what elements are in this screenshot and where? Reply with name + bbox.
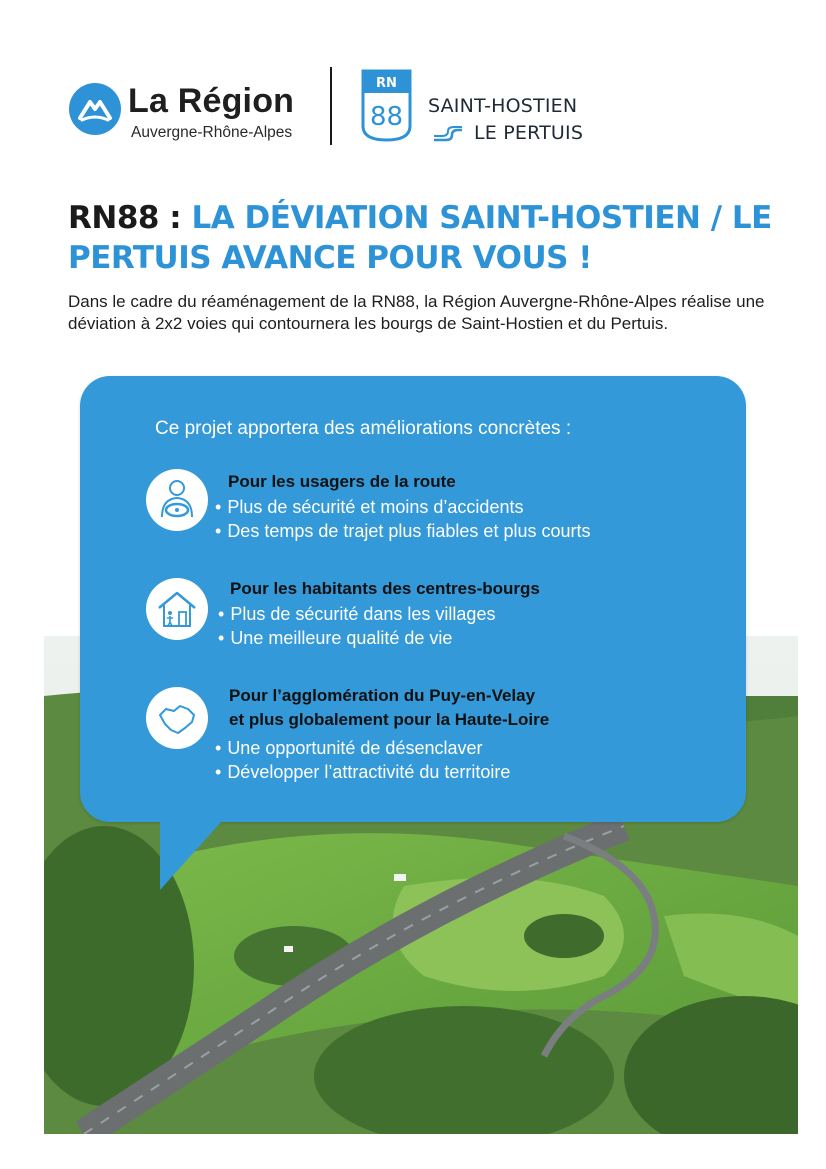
house-pedestrian-icon xyxy=(146,578,208,640)
rn88-road-sign-icon xyxy=(360,68,413,143)
item-title-road-users: Pour les usagers de la route xyxy=(228,472,456,491)
page-title xyxy=(68,198,788,278)
title-prefix: RN88 : xyxy=(68,200,192,236)
badge-number-text: 88 xyxy=(369,102,404,132)
bullet-safety-accidents: • Plus de sécurité et moins d’accidents xyxy=(215,497,523,518)
bullet-travel-time: • Des temps de trajet plus fiables et plus courts xyxy=(215,521,591,542)
bullet-attractiveness: • Développer l’attractivité du territoire xyxy=(215,762,510,783)
badge-top-text: RN xyxy=(376,76,397,91)
road-curve-icon xyxy=(432,125,464,143)
region-logo-icon xyxy=(68,82,122,136)
item-title-agglomeration-line1: Pour l’agglomération du Puy-en-Velay xyxy=(229,686,536,705)
bullet-quality-of-life: • Une meilleure qualité de vie xyxy=(218,628,452,649)
header-divider xyxy=(330,67,332,145)
haute-loire-map-icon xyxy=(146,687,208,749)
item-title-residents: Pour les habitants des centres-bourgs xyxy=(230,579,540,598)
header xyxy=(0,0,826,170)
project-name xyxy=(428,93,583,147)
callout-tail xyxy=(160,812,230,890)
intro-paragraph: Dans le cadre du réaménagement de la RN88, la Région Auvergne-Rhône-Alpes réalise une déviation à 2x2 voies qui contournera les bourgs de Saint-Hostien et du Pertuis. xyxy=(68,292,765,333)
callout-intro: Ce projet apportera des améliorations concrètes : xyxy=(155,418,572,439)
item-title-agglomeration-line2: et plus globalement pour la Haute-Loire xyxy=(229,710,550,729)
title-highlight: LA DÉVIATION SAINT-HOSTIEN / LE PERTUIS AVANCE POUR VOUS ! xyxy=(68,200,772,276)
driver-icon xyxy=(146,469,208,531)
bullet-village-safety: • Plus de sécurité dans les villages xyxy=(218,604,495,625)
region-subtitle: Auvergne-Rhône-Alpes xyxy=(131,124,293,141)
bullet-opening-up: • Une opportunité de désenclaver xyxy=(215,738,483,759)
project-line2: LE PERTUIS xyxy=(474,122,584,144)
region-name: La Région xyxy=(128,82,295,120)
project-line1: SAINT-HOSTIEN xyxy=(428,95,578,117)
